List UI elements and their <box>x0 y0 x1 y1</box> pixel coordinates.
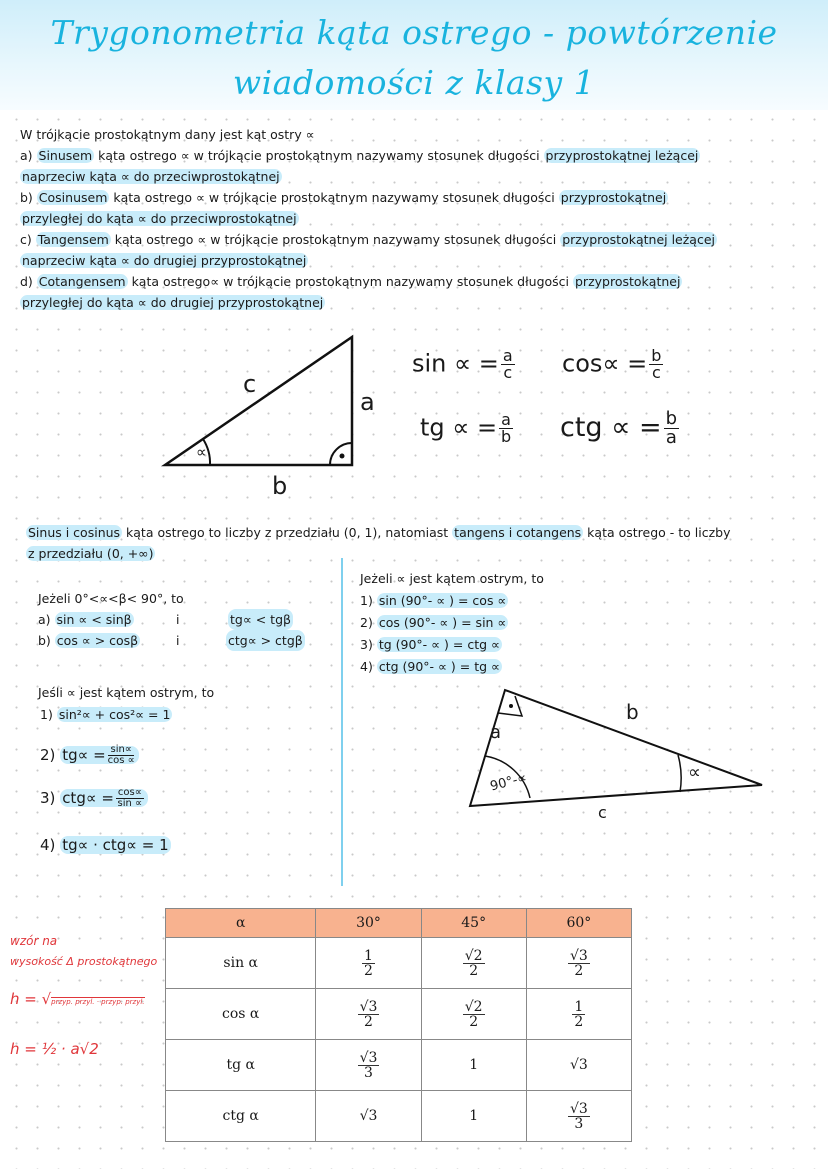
monotonic-row-a-right: tg∝ < tgβ <box>228 609 293 630</box>
table-header-cell: 30° <box>316 909 421 938</box>
highlighted-text: przyległej do kąta ∝ do przeciwprostokątnej <box>22 211 297 226</box>
right-angle-dot <box>509 704 513 708</box>
highlighted-text: przyprostokątnej leżącej <box>545 148 699 163</box>
text: kąta ostrego ∝ w trójkącie prostokątnym nazywamy stosunek długości <box>110 232 561 247</box>
row-label: cos α <box>166 989 316 1040</box>
complement-item: 3) tg (90°- ∝ ) = ctg ∝ <box>360 637 500 652</box>
title-line-2: wiadomości z klasy 1 <box>232 63 596 102</box>
column-divider <box>341 558 343 886</box>
text: kąta ostrego ∝ w trójkącie prostokątnym nazywamy stosunek długości <box>109 190 559 205</box>
header-banner <box>0 0 828 110</box>
note-line: wysokość Δ prostokątnego <box>10 955 158 968</box>
text: a) <box>20 148 37 163</box>
table-cell: √3 <box>316 1091 421 1142</box>
definition-line <box>20 187 717 208</box>
monotonic-row-b: b) cos ∝ > cosβ <box>38 633 139 648</box>
highlighted-text: naprzeciw kąta ∝ do drugiej przyprostokątnej <box>22 253 307 268</box>
text: kąta ostrego ∝ w trójkącie prostokątnym nazywamy stosunek długości <box>94 148 544 163</box>
definition-line <box>20 229 717 250</box>
angle-arc <box>678 755 681 792</box>
highlighted-text: Cotangensem <box>38 274 126 289</box>
table-header-cell: 60° <box>526 909 631 938</box>
table-cell <box>316 1040 421 1091</box>
fraction: $\frac{1}{2}$ <box>364 947 373 979</box>
note-formula: h = ½ · a√2 <box>10 1040 99 1058</box>
highlighted-text: przyprostokątnej <box>560 190 667 205</box>
table-row <box>166 1091 632 1142</box>
table-cell <box>526 1091 631 1142</box>
tg-formula: tg ∝ = $\frac{a}{b}$ <box>420 410 512 446</box>
definition-line <box>20 292 717 313</box>
table-cell <box>421 938 526 989</box>
side-c-label: c <box>243 370 257 398</box>
highlighted-text: Tangensem <box>37 232 109 247</box>
highlighted-text: z przedziału (0, +∞) <box>28 546 154 561</box>
table-cell <box>526 938 631 989</box>
text: W trójkącie prostokątnym dany jest kąt ostry ∝ <box>20 127 315 142</box>
highlighted-text: tangens i cotangens <box>454 525 582 540</box>
trig-values-table <box>165 908 632 1142</box>
alpha-label: ∝ <box>196 443 207 461</box>
highlighted-text: Sinus i cosinus <box>28 525 121 540</box>
and-word: i <box>176 612 180 627</box>
complement-item: 2) cos (90°- ∝ ) = sin ∝ <box>360 615 507 630</box>
text: d) <box>20 274 37 289</box>
fraction: $\frac{√2}{2}$ <box>464 947 483 979</box>
row-label: ctg α <box>166 1091 316 1142</box>
monotonic-row-b-right: ctg∝ > ctgβ <box>226 630 305 651</box>
highlighted-text: Sinusem <box>38 148 93 163</box>
side-c-label: c <box>598 803 607 822</box>
side-a-label: a <box>490 722 502 743</box>
note-line: wzór na <box>10 934 58 948</box>
table-cell <box>316 989 421 1040</box>
text: c) <box>20 232 36 247</box>
definition-line <box>20 250 717 271</box>
cos-formula: cos∝ = $\frac{b}{c}$ <box>562 346 662 382</box>
fraction: $\frac{√3}{2}$ <box>359 998 378 1030</box>
table-header-cell: 45° <box>421 909 526 938</box>
note-formula: h = √przyp. przyl. · przyp. przyl. <box>10 990 145 1008</box>
highlighted-text: przyprostokątnej leżącej <box>562 232 716 247</box>
table-header-cell: α <box>166 909 316 938</box>
text: b) <box>20 190 37 205</box>
identity-3: 3) ctg∝ = $\frac{\cos\propto}{\sin \propto}$ <box>40 788 148 809</box>
title-line-1: Trygonometria kąta ostrego - powtórzenie <box>50 13 778 52</box>
definition-line <box>20 271 717 292</box>
fraction: $\frac{1}{2}$ <box>574 998 584 1030</box>
table-cell: 1 <box>421 1091 526 1142</box>
triangle-diagram <box>150 325 390 505</box>
fraction: $\frac{√3}{3}$ <box>359 1049 378 1081</box>
table-cell <box>526 989 631 1040</box>
angle-label: 90°-∝ <box>488 770 529 795</box>
and-word: i <box>176 633 180 648</box>
text: kąta ostrego - to liczby <box>583 525 731 540</box>
table-row <box>166 1040 632 1091</box>
text: kąta ostrego to liczby z przedziału (0, 1), natomiast <box>122 525 453 540</box>
identity-1: 1) sin²∝ + cos²∝ = 1 <box>40 707 171 722</box>
triangle-2-diagram <box>460 680 780 820</box>
identity-4: 4) tg∝ · ctg∝ = 1 <box>40 836 169 854</box>
range-note <box>26 522 731 564</box>
sin-formula: sin ∝ = $\frac{a}{c}$ <box>412 346 513 382</box>
table-cell: 1 <box>421 1040 526 1091</box>
fraction: $\frac{√2}{2}$ <box>464 998 483 1030</box>
triangle-shape <box>165 337 352 465</box>
row-label: sin α <box>166 938 316 989</box>
fraction: $\frac{√3}{2}$ <box>569 947 588 979</box>
monotonic-intro: Jeżeli 0°<∝<β< 90°, to <box>38 591 184 606</box>
table-row <box>166 989 632 1040</box>
page-title <box>0 0 828 108</box>
definition-line <box>20 208 717 229</box>
identities-intro: Jeśli ∝ jest kątem ostrym, to <box>38 685 215 700</box>
right-angle-dot <box>340 454 345 459</box>
fraction: $\frac{√3}{3}$ <box>569 1100 588 1132</box>
table-header-row <box>166 909 632 938</box>
complement-item: 1) sin (90°- ∝ ) = cos ∝ <box>360 593 507 608</box>
complement-item: 4) ctg (90°- ∝ ) = tg ∝ <box>360 659 500 674</box>
highlighted-text: Cosinusem <box>38 190 108 205</box>
definition-line <box>20 124 717 145</box>
side-b-label: b <box>272 472 288 500</box>
table-cell <box>316 938 421 989</box>
table-cell <box>421 989 526 1040</box>
side-b-label: b <box>626 700 639 724</box>
definitions <box>20 124 717 313</box>
monotonic-row-a: a) sin ∝ < sinβ <box>38 612 132 627</box>
definition-line <box>20 166 717 187</box>
ctg-formula: ctg ∝ = $\frac{b}{a}$ <box>560 408 678 448</box>
highlighted-text: przyległej do kąta ∝ do drugiej przyprostokątnej <box>22 295 324 310</box>
side-a-label: a <box>360 388 375 416</box>
angle-label: ∝ <box>688 762 701 783</box>
table-row <box>166 938 632 989</box>
range-line <box>26 543 731 564</box>
identity-2: 2) tg∝ = $\frac{\sin\propto}{\cos \propto}$ <box>40 745 139 766</box>
definition-line <box>20 145 717 166</box>
table-cell: √3 <box>526 1040 631 1091</box>
highlighted-text: przyprostokątnej <box>575 274 681 289</box>
text: kąta ostrego∝ w trójkącie prostokątnym nazywamy stosunek długości <box>127 274 573 289</box>
complement-intro: Jeżeli ∝ jest kątem ostrym, to <box>360 571 544 586</box>
highlighted-text: naprzeciw kąta ∝ do przeciwprostokątnej <box>22 169 280 184</box>
range-line <box>26 522 731 543</box>
row-label: tg α <box>166 1040 316 1091</box>
